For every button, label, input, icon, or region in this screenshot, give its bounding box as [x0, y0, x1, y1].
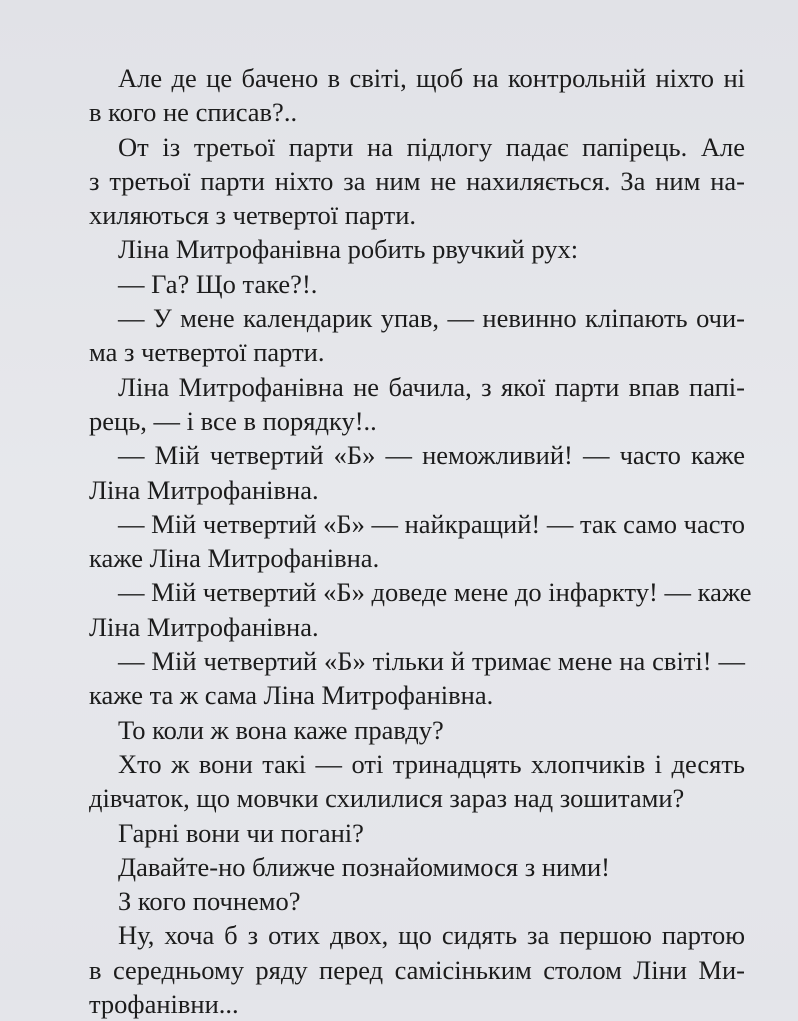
text-line: — У мене календарик упав, — невинно кліпають очи- [118, 303, 745, 334]
text-line: трофанівни... [89, 989, 239, 1020]
text-line: — Мій четвертий «Б» — найкращий! — так само часто [118, 508, 745, 539]
text-line: — Мій четвертий «Б» тільки й тримає мене на світі! — [118, 646, 745, 677]
page-text [89, 61, 752, 1021]
text-line: Ліна Митрофанівна не бачила, з якої парти впав папі- [118, 371, 745, 402]
text-line: З кого почнемо? [118, 886, 301, 917]
text-line: ма з четвертої парти. [89, 337, 325, 368]
text-line: каже Ліна Митрофанівна. [89, 543, 380, 574]
text-line: Гарні вони чи погані? [118, 817, 364, 848]
text-line: хиляються з четвертої парти. [89, 200, 417, 231]
text-line: То коли ж вона каже правду? [118, 714, 444, 745]
text-line: рець, — і все в порядку!.. [89, 405, 377, 436]
text-line: Ліна Митрофанівна робить рвучкий рух: [118, 234, 579, 265]
text-line: От із третьої парти на підлогу падає папірець. Але [118, 131, 745, 162]
text-line: з третьої парти ніхто за ним не нахиляється. За ним на- [89, 165, 745, 196]
text-line: в середньому ряду перед самісіньким столом Ліни Ми- [89, 954, 745, 985]
text-line: — Га? Що таке?!. [118, 268, 318, 299]
text-line: в кого не списав?.. [89, 97, 298, 128]
text-line: — Мій четвертий «Б» доведе мене до інфаркту! — каже [118, 577, 752, 608]
text-line: дівчаток, що мовчки схилилися зараз над зошитами? [89, 783, 685, 814]
text-line: Ліна Митрофанівна. [89, 611, 319, 642]
text-line: Хто ж вони такі — оті тринадцять хлопчиків і десять [118, 748, 745, 779]
text-line: — Мій четвертий «Б» — неможливий! — часто каже [118, 440, 745, 471]
text-line: Давайте-но ближче познайомимося з ними! [118, 851, 610, 882]
text-line: каже та ж сама Ліна Митрофанівна. [89, 680, 494, 711]
text-line: Ну, хоча б з отих двох, що сидять за першою партою [118, 920, 745, 951]
text-line: Ліна Митрофанівна. [89, 474, 319, 505]
text-line: Але де це бачено в світі, щоб на контрольній ніхто ні [118, 63, 745, 93]
